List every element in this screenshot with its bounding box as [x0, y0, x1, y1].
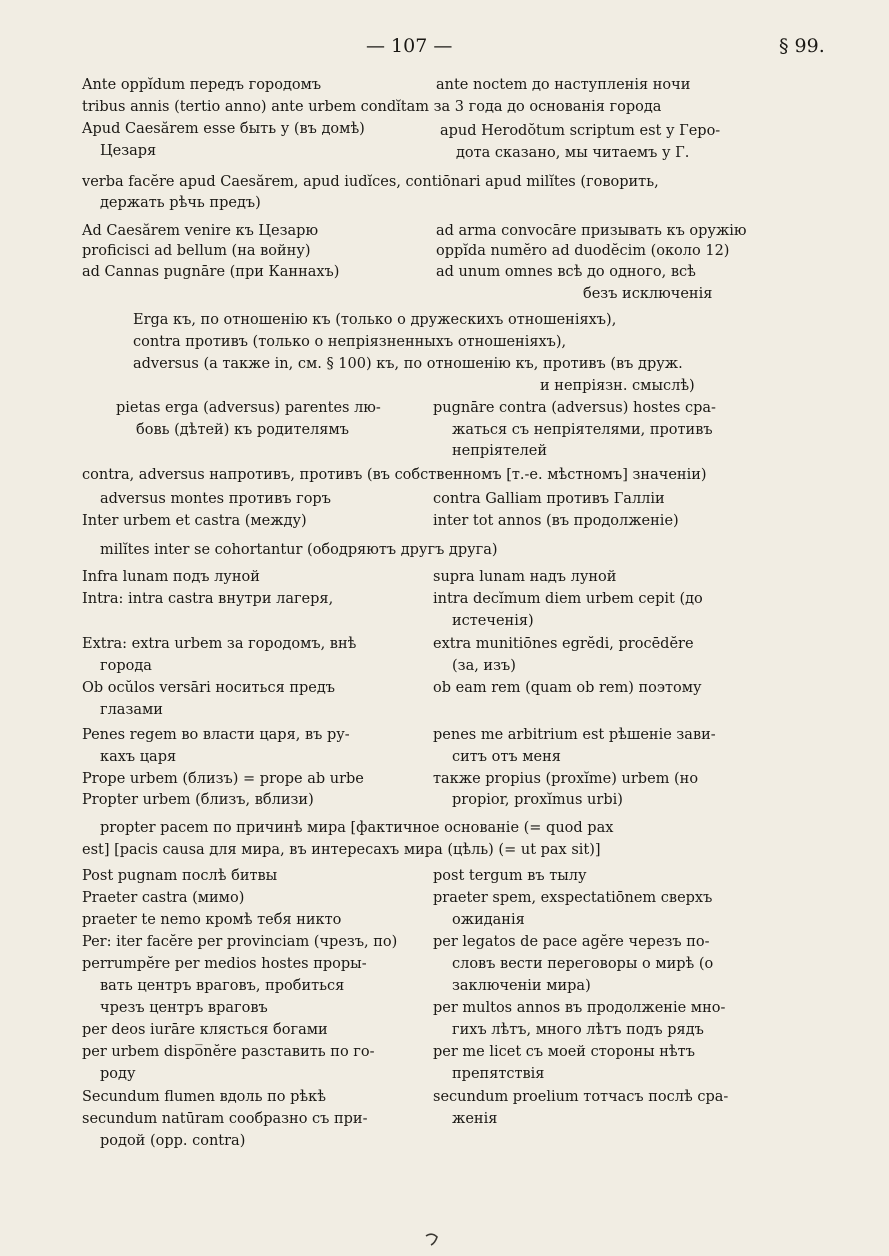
- text-line: Inter urbem et castra (между): [82, 513, 307, 529]
- text-line: milĭtes inter se cohortantur (ободряютъ другъ друга): [100, 542, 498, 558]
- text-line: perrumpĕre per medios hostes проры-: [82, 956, 367, 972]
- text-line: Per: iter facĕre per provinciam (чрезъ, по): [82, 934, 398, 950]
- text-line: жаться съ непріятелями, противъ: [452, 422, 713, 438]
- text-line: заключеніи мира): [452, 978, 591, 994]
- text-line: словъ вести переговоры о мирѣ (о: [452, 956, 714, 972]
- text-line: praeter te nemo кромѣ тебя никто: [82, 912, 342, 928]
- text-line: ad arma convocāre призывать къ оружію: [436, 223, 747, 239]
- text-line: ad unum omnes всѣ до одного, всѣ: [436, 264, 696, 280]
- text-line: apud Herodŏtum scriptum est у Геро-: [440, 123, 721, 139]
- text-line: гихъ лѣтъ, много лѣтъ подъ рядъ: [452, 1022, 704, 1038]
- text-line: per urbem dispo̅nĕre разставить по го-: [82, 1044, 375, 1060]
- text-line: intra decĭmum diem urbem cepit (до: [433, 591, 703, 607]
- text-line: ob eam rem (quam ob rem) поэтому: [433, 680, 702, 696]
- text-line: secundum natūram сообразно съ при-: [82, 1111, 368, 1127]
- text-line: oppĭda numĕro ad duodĕcim (около 12): [436, 243, 730, 259]
- text-line: непріятелей: [452, 443, 548, 459]
- text-line: contra противъ (только о непріязненныхъ отношеніяхъ),: [133, 334, 567, 350]
- text-line: Erga къ, по отношенію къ (только о дружескихъ отношеніяхъ),: [133, 312, 617, 328]
- text-line: penes me arbitrium est рѣшеніе зави-: [433, 727, 716, 743]
- text-line: propior, proxĭmus urbi): [452, 792, 623, 808]
- text-line: кахъ царя: [100, 749, 177, 765]
- text-line: ad Cannas pugnāre (при Каннахъ): [82, 264, 340, 280]
- text-line: Цезаря: [100, 143, 157, 159]
- text-line: per deos iurāre клясться богами: [82, 1022, 328, 1038]
- text-line: Penes regem во власти царя, въ ру-: [82, 727, 350, 743]
- text-line: Post pugnam послѣ битвы: [82, 868, 278, 884]
- text-line: adversus (а также in, см. § 100) къ, по отношенію къ, противъ (въ друж.: [133, 356, 683, 372]
- text-line: contra Galliam противъ Галліи: [433, 491, 665, 507]
- text-line: supra lunam надъ луной: [433, 569, 617, 585]
- text-line: (за, изъ): [452, 658, 516, 674]
- text-line: истеченія): [452, 613, 534, 629]
- text-line: Praeter castra (мимо): [82, 890, 245, 906]
- text-line: contra, adversus напротивъ, противъ (въ собственномъ [т.-е. мѣстномъ] значеніи): [82, 467, 707, 483]
- text-line: adversus montes противъ горъ: [100, 491, 331, 507]
- page-number: — 107 —: [366, 35, 453, 57]
- text-line: роду: [100, 1066, 136, 1082]
- text-line: Apud Caesărem esse быть у (въ домѣ): [82, 121, 365, 137]
- text-line: praeter spem, exspectatiōnem сверхъ: [433, 890, 713, 906]
- text-line: verba facĕre apud Caesărem, apud iudĭces, contiōnari apud milĭtes (говорить,: [82, 174, 659, 190]
- text-line: Intra: intra castra внутри лагеря,: [82, 591, 334, 607]
- text-line: Ad Caesărem venire къ Цезарю: [82, 223, 319, 239]
- text-line: ante noctem до наступленія ночи: [436, 77, 691, 93]
- text-line: pugnāre contra (adversus) hostes сра-: [433, 400, 716, 416]
- text-line: pietas erga (adversus) parentes лю-: [116, 400, 381, 416]
- text-line: безъ исключенія: [583, 286, 713, 302]
- text-line: inter tot annos (въ продолженіе): [433, 513, 679, 529]
- text-line: также propius (proxĭme) urbem (но: [433, 771, 699, 787]
- text-line: secundum proelium тотчасъ послѣ сра-: [433, 1089, 729, 1105]
- text-line: держать рѣчь предъ): [100, 195, 261, 211]
- text-line: Ob ocŭlos versāri носиться предъ: [82, 680, 336, 696]
- text-line: extra munitiōnes egrĕdi, procēdĕre: [433, 636, 694, 652]
- text-line: per me licet съ моей стороны нѣтъ: [433, 1044, 695, 1060]
- text-line: Prope urbem (близъ) = prope ab urbe: [82, 771, 364, 787]
- text-line: post tergum въ тылу: [433, 868, 587, 884]
- text-line: tribus annis (tertio anno) ante urbem condĭtam за 3 года до основанія города: [82, 99, 662, 115]
- text-line: Ante oppĭdum передъ городомъ: [82, 77, 322, 93]
- text-line: препятствія: [452, 1066, 545, 1082]
- text-line: ситъ отъ меня: [452, 749, 561, 765]
- section-number: § 99.: [779, 35, 825, 57]
- text-line: per multos annos въ продолженіе мно-: [433, 1000, 726, 1016]
- text-line: женія: [452, 1111, 498, 1127]
- text-line: глазами: [100, 702, 163, 718]
- text-line: города: [100, 658, 152, 674]
- page-mark-icon: [423, 1232, 441, 1246]
- text-line: Secundum flumen вдоль по рѣкѣ: [82, 1089, 326, 1105]
- text-line: proficisci ad bellum (на войну): [82, 243, 311, 259]
- text-line: Infra lunam подъ луной: [82, 569, 260, 585]
- text-line: Extra: extra urbem за городомъ, внѣ: [82, 636, 357, 652]
- text-line: и непріязн. смыслѣ): [540, 378, 695, 394]
- text-line: per legatos de pace agĕre черезъ по-: [433, 934, 710, 950]
- text-line: вать центръ враговъ, пробиться: [100, 978, 345, 994]
- text-line: дота сказано, мы читаемъ у Г.: [456, 145, 690, 161]
- text-line: ожиданія: [452, 912, 525, 928]
- text-line: propter pacem по причинѣ мира [фактичное основаніе (= quod pax: [100, 820, 614, 836]
- text-line: Propter urbem (близъ, вблизи): [82, 792, 314, 808]
- text-line: est] [pacis causa для мира, въ интересахъ мира (цѣль) (= ut pax sit)]: [82, 842, 601, 858]
- text-line: чрезъ центръ враговъ: [100, 1000, 268, 1016]
- text-line: родой (opp. contra): [100, 1133, 246, 1149]
- text-line: бовь (дѣтей) къ родителямъ: [136, 422, 349, 438]
